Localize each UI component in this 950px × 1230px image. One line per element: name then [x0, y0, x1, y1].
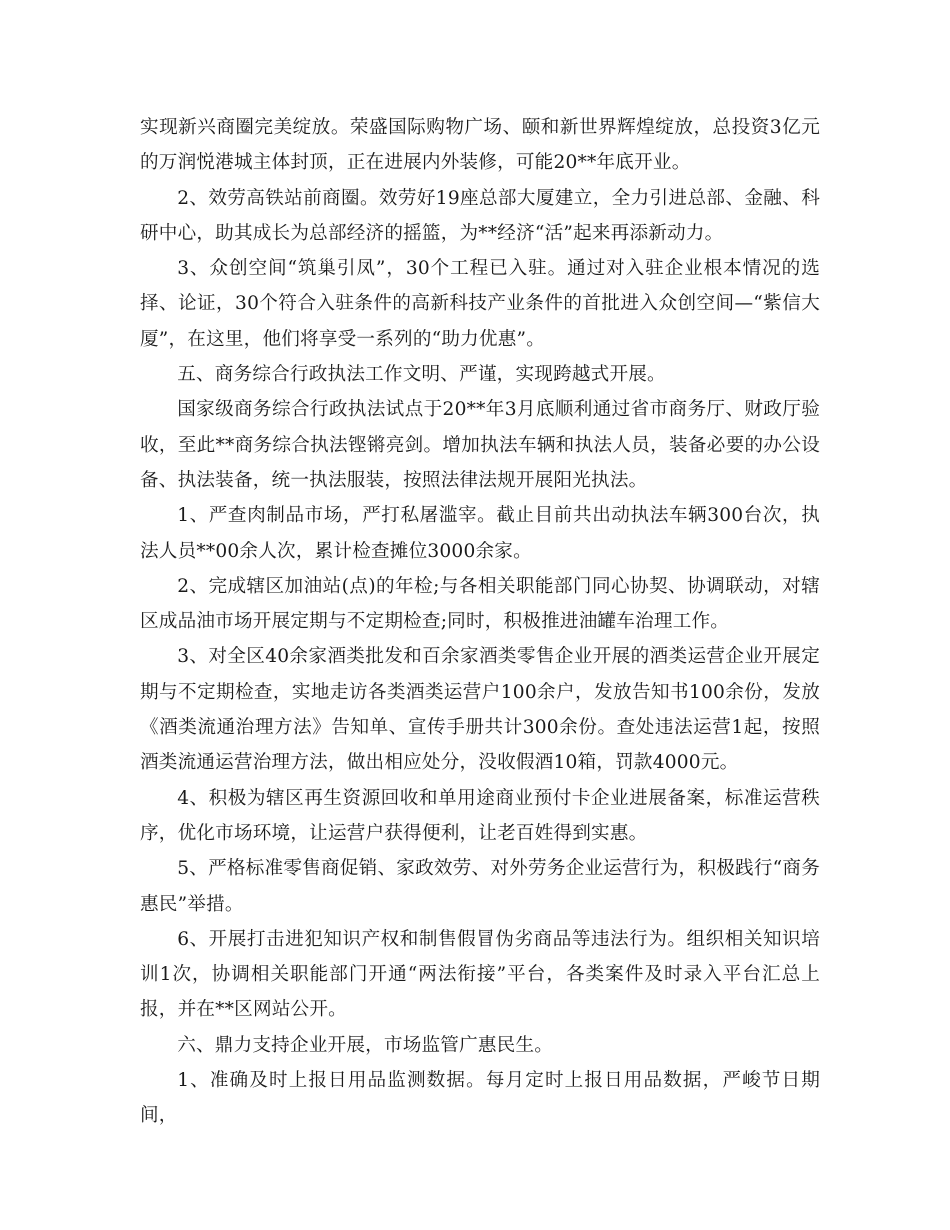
paragraph: 2、完成辖区加油站(点)的年检;与各相关职能部门同心协契、协调联动，对辖区成品油市场开展定期与不定期检查;同时，积极推进油罐车治理工作。 — [140, 575, 820, 633]
paragraph: 3、众创空间“筑巢引凤”，30个工程已入驻。通过对入驻企业根本情况的选择、论证，30个符合入驻条件的高新科技产业条件的首批进入众创空间—“紫信大厦”，在这里，他们将享受一系列的“助力优惠”。 — [140, 258, 820, 350]
paragraph: 5、严格标准零售商促销、家政效劳、对外劳务企业运营行为，积极践行“商务惠民”举措。 — [140, 858, 820, 915]
section-heading: 六、鼎力支持企业开展，市场监管广惠民生。 — [177, 1034, 554, 1056]
paragraph: 2、效劳高铁站前商圈。效劳好19座总部大厦建立，全力引进总部、金融、科研中心，助其成长为总部经济的摇篮，为**经济“活”起来再添新动力。 — [140, 187, 820, 244]
paragraph: 1、准确及时上报日用品监测数据。每月定时上报日用品数据，严峻节日期间， — [140, 1070, 820, 1127]
paragraph: 3、对全区40余家酒类批发和百余家酒类零售企业开展的酒类运营企业开展定期与不定期检查，实地走访各类酒类运营户100余户，发放告知书100余份，发放《酒类流通治理方法》告知单、宣传手册共计300余份。查处违法运营1起，按照酒类流通运营治理方法，做出相应处分，没收假酒10箱，罚款4000元。 — [140, 646, 820, 774]
paragraph: 4、积极为辖区再生资源回收和单用途商业预付卡企业进展备案，标准运营秩序，优化市场环境，让运营户获得便利，让老百姓得到实惠。 — [140, 787, 820, 844]
paragraph: 实现新兴商圈完美绽放。荣盛国际购物广场、颐和新世界辉煌绽放，总投资3亿元的万润悦港城主体封顶，正在进展内外装修，可能20**年底开业。 — [140, 117, 820, 174]
section-heading: 五、商务综合行政执法工作文明、严谨，实现跨越式开展。 — [177, 364, 666, 386]
document-body — [140, 110, 820, 1134]
paragraph: 1、严查肉制品市场，严打私屠滥宰。截止目前共出动执法车辆300台次，执法人员**00余人次，累计检查摊位3000余家。 — [140, 505, 820, 562]
paragraph: 6、开展打击进犯知识产权和制售假冒伪劣商品等违法行为。组织相关知识培训1次，协调相关职能部门开通“两法衔接”平台，各类案件及时录入平台汇总上报，并在**区网站公开。 — [140, 928, 820, 1021]
paragraph: 国家级商务综合行政执法试点于20**年3月底顺利通过省市商务厅、财政厅验收，至此**商务综合执法铿锵亮剑。增加执法车辆和执法人员，装备必要的办公设备、执法装备，统一执法服装，按照法律法规开展阳光执法。 — [140, 399, 820, 491]
